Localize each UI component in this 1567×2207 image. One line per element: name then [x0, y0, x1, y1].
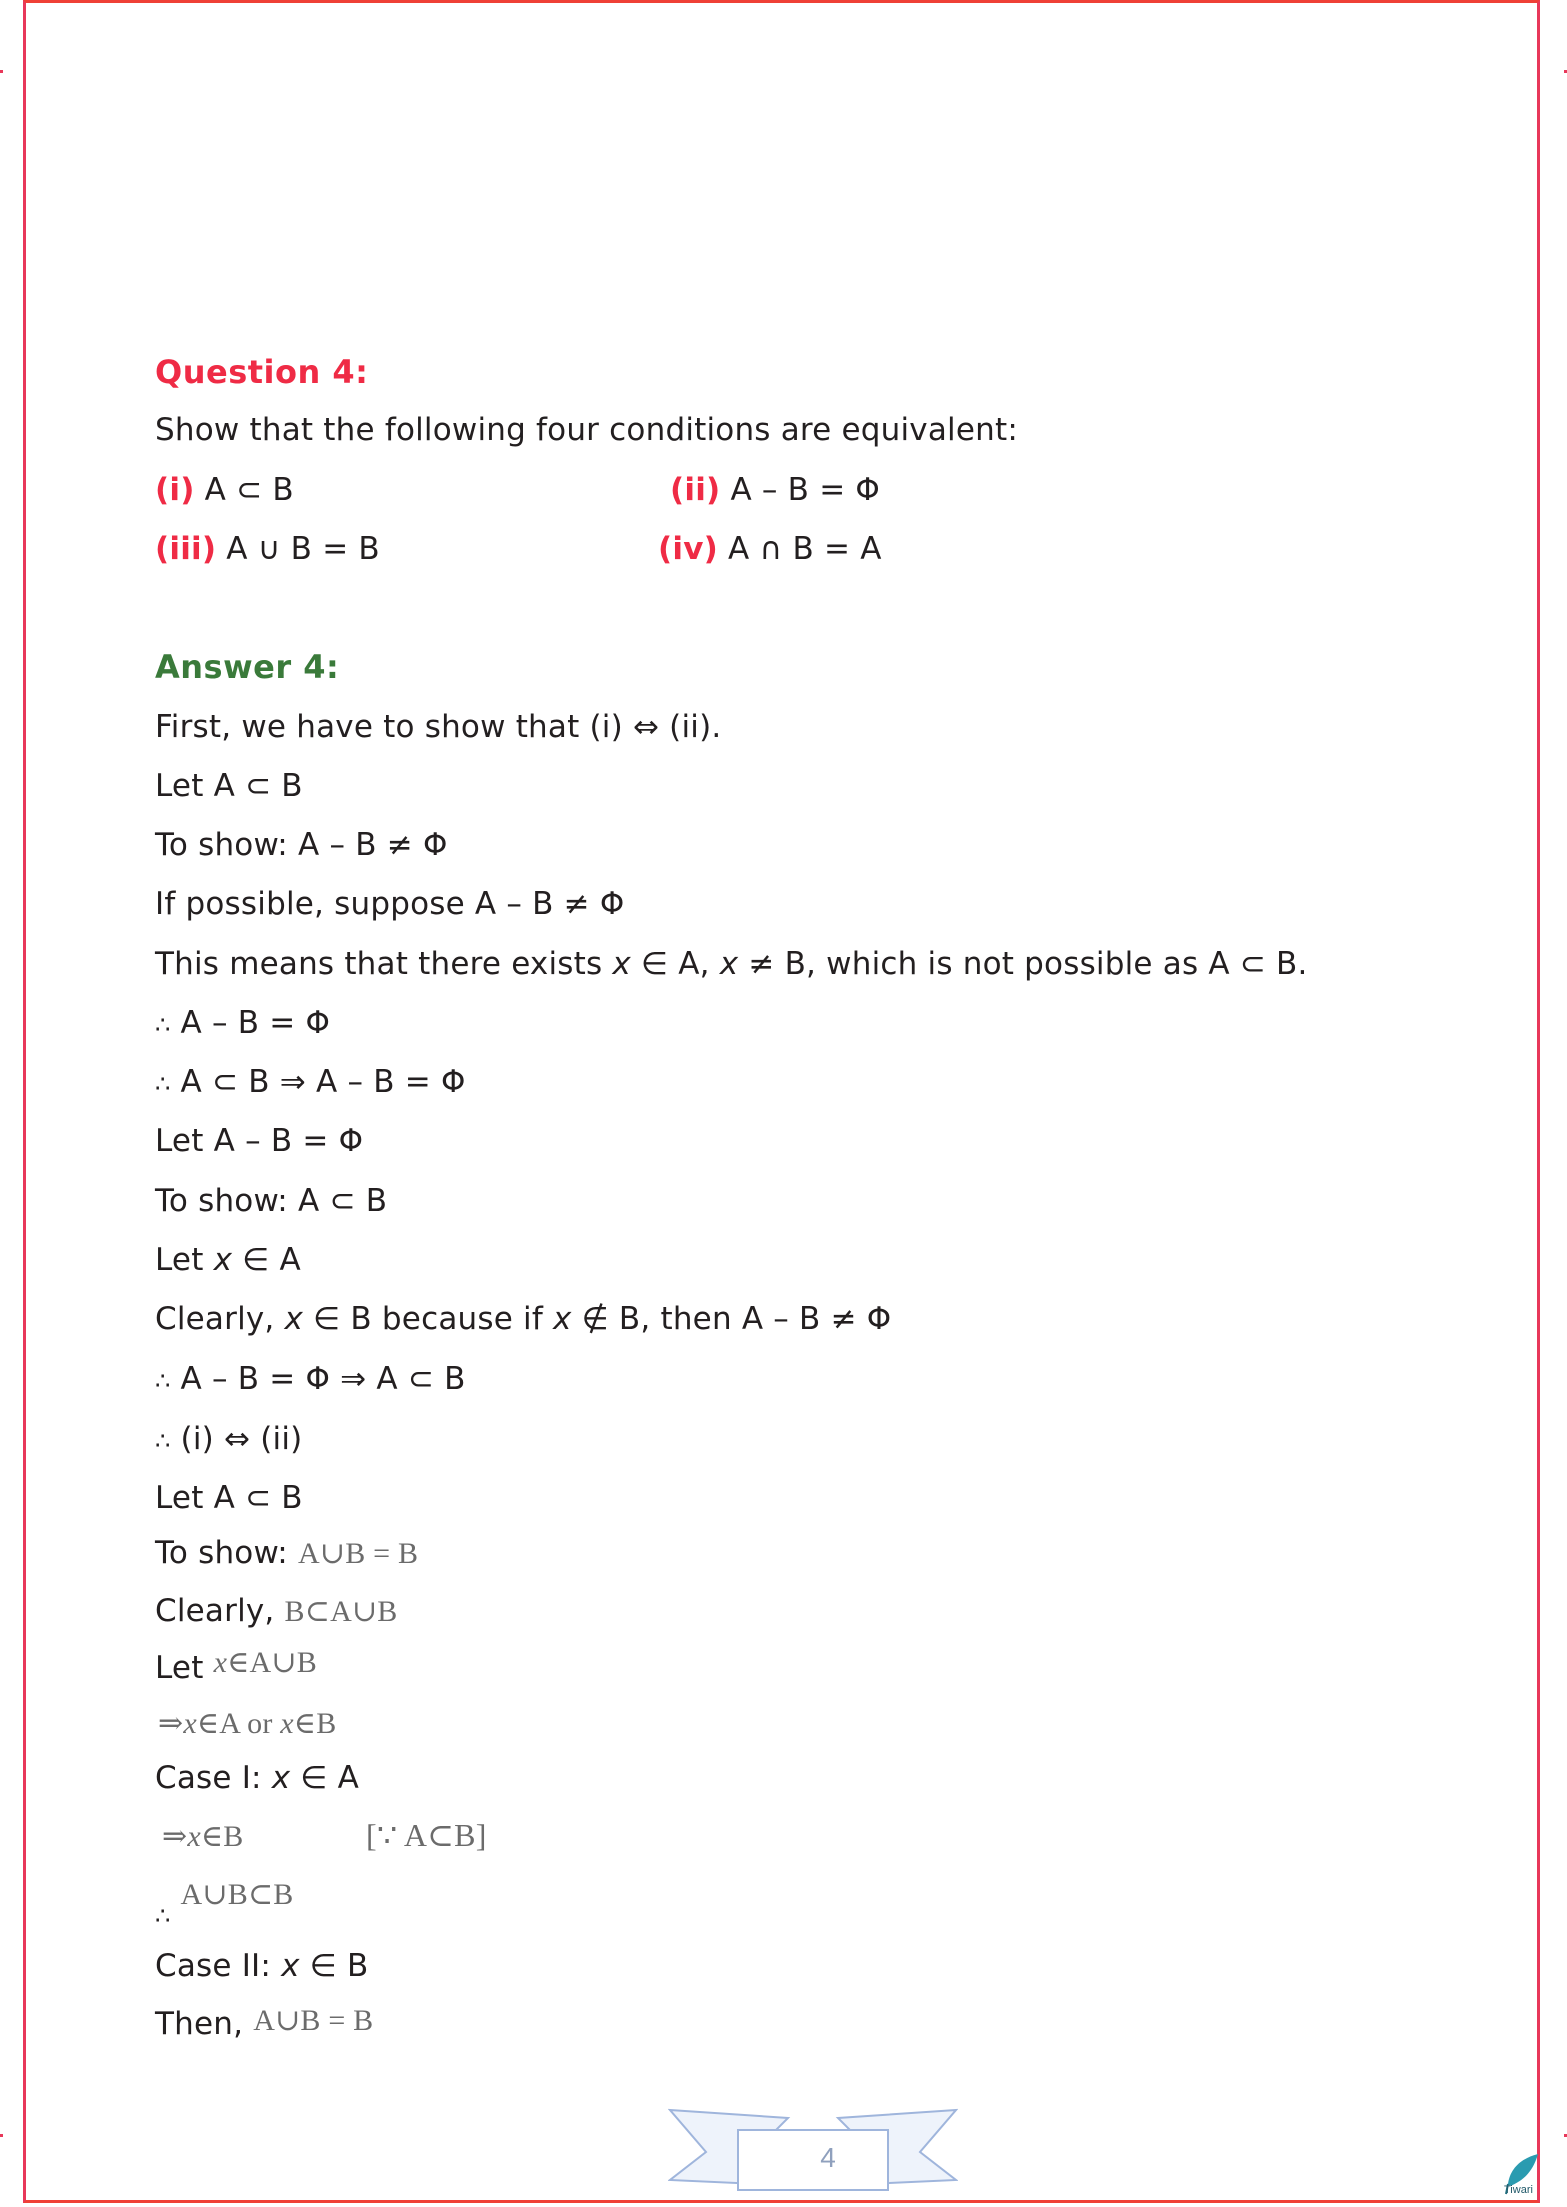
var-x: x: [719, 946, 739, 982]
text: A – B = Φ ⇒ A ⊂ B: [170, 1361, 466, 1397]
text: ∈ A,: [630, 946, 720, 982]
var-x: x: [213, 1242, 233, 1278]
answer-line: [155, 1591, 398, 1632]
answer-line: [155, 2004, 373, 2045]
text: This means that there exists: [155, 946, 613, 982]
math-image: ∈A∪B: [227, 1646, 317, 1679]
answer-line: To show: A ⊂ B: [155, 1183, 388, 1219]
condition-label: (iii): [155, 531, 217, 567]
text: A ⊂ B ⇒ A – B = Φ: [170, 1064, 466, 1100]
answer-line: Let A – B = Φ: [155, 1123, 364, 1159]
var-x: x: [280, 1707, 294, 1740]
text: ∈B: [293, 1707, 337, 1740]
answer-line: [155, 1359, 466, 1401]
text: ∈ B: [299, 1948, 369, 1984]
var-x: x: [281, 1948, 300, 1984]
condition-expr: A – B = Φ: [730, 472, 881, 508]
text: To show:: [155, 1535, 299, 1571]
text: Let: [155, 1242, 214, 1278]
condition-label: (i): [155, 472, 195, 508]
therefore-symbol: ∴: [155, 1427, 171, 1455]
math-image: A∪B = B: [298, 1537, 419, 1570]
crop-mark: [0, 70, 3, 73]
text: ≠ B, which is not possible as A ⊂ B.: [738, 946, 1308, 982]
answer-line: [155, 1648, 317, 1689]
answer-line: [155, 1240, 301, 1280]
therefore-symbol: ∴: [155, 1902, 171, 1930]
text: Let: [155, 1650, 214, 1686]
logo-text: Tiwari: [1504, 2184, 1533, 2196]
implies-symbol: ⇒: [158, 1707, 184, 1740]
therefore-symbol: ∴: [155, 1367, 171, 1395]
answer-line: [155, 1419, 302, 1461]
answer-line: [155, 1533, 418, 1574]
condition-i: [155, 470, 294, 510]
answer-line: [158, 1704, 336, 1744]
text: ∈ A: [290, 1760, 360, 1796]
text: Clearly,: [155, 1593, 285, 1629]
var-x: x: [553, 1301, 572, 1337]
text: ∈A or: [196, 1707, 281, 1740]
var-x: x: [183, 1707, 197, 1740]
therefore-symbol: ∴: [155, 1011, 171, 1039]
var-x: x: [284, 1301, 304, 1337]
answer-line: Let A ⊂ B: [155, 768, 303, 804]
implies-symbol: ⇒: [162, 1820, 188, 1853]
answer-line: To show: A – B ≠ Φ: [155, 827, 448, 863]
var-x: x: [271, 1760, 291, 1796]
answer-line: [155, 1299, 891, 1339]
math-image: A∪B⊂B: [180, 1878, 294, 1911]
answer-line: [155, 1758, 359, 1798]
condition-label: (ii): [670, 472, 721, 508]
reason-bracket: [∵ A⊂B]: [366, 1817, 487, 1853]
text: Case I:: [155, 1760, 272, 1796]
condition-expr: A ⊂ B: [204, 472, 294, 508]
answer-line: [155, 1878, 294, 1930]
condition-iv: [658, 529, 882, 569]
text: Case II:: [155, 1948, 282, 1984]
var-x: x: [213, 1646, 228, 1679]
answer-line: [155, 1946, 368, 1986]
answer-line: [162, 1817, 243, 1857]
condition-expr: A ∪ B = B: [226, 531, 380, 567]
condition-expr: A ∩ B = A: [728, 531, 882, 567]
text: (i) ⇔ (ii): [170, 1421, 303, 1457]
text: ∈ A: [232, 1242, 301, 1278]
var-x: x: [612, 946, 631, 982]
answer-line: [155, 1003, 330, 1045]
question-prompt: Show that the following four conditions are equivalent:: [155, 412, 1018, 448]
answer-line: If possible, suppose A – B ≠ Φ: [155, 886, 625, 922]
condition-label: (iv): [658, 531, 718, 567]
text: ∈ B because if: [303, 1301, 554, 1337]
answer-heading: Answer 4:: [155, 648, 340, 686]
answer-line: Let A ⊂ B: [155, 1480, 303, 1516]
text: ∈B: [200, 1820, 244, 1853]
question-heading: Question 4:: [155, 353, 369, 391]
answer-line: [155, 1062, 466, 1104]
math-image: B⊂A∪B: [284, 1595, 398, 1628]
page-number-banner: [668, 2108, 958, 2192]
answer-line: [155, 944, 1308, 984]
text: A – B = Φ: [170, 1005, 331, 1041]
text: Then,: [155, 2006, 254, 2042]
condition-ii: [670, 470, 880, 510]
text: Clearly,: [155, 1301, 285, 1337]
math-image: A∪B = B: [253, 2004, 374, 2037]
crop-mark: [0, 2134, 3, 2137]
condition-iii: [155, 529, 380, 569]
answer-line: First, we have to show that (i) ⇔ (ii).: [155, 709, 722, 745]
page-number: 4: [820, 2142, 836, 2173]
var-x: x: [187, 1820, 201, 1853]
therefore-symbol: ∴: [155, 1070, 171, 1098]
text: ∉ B, then A – B ≠ Φ: [571, 1301, 892, 1337]
